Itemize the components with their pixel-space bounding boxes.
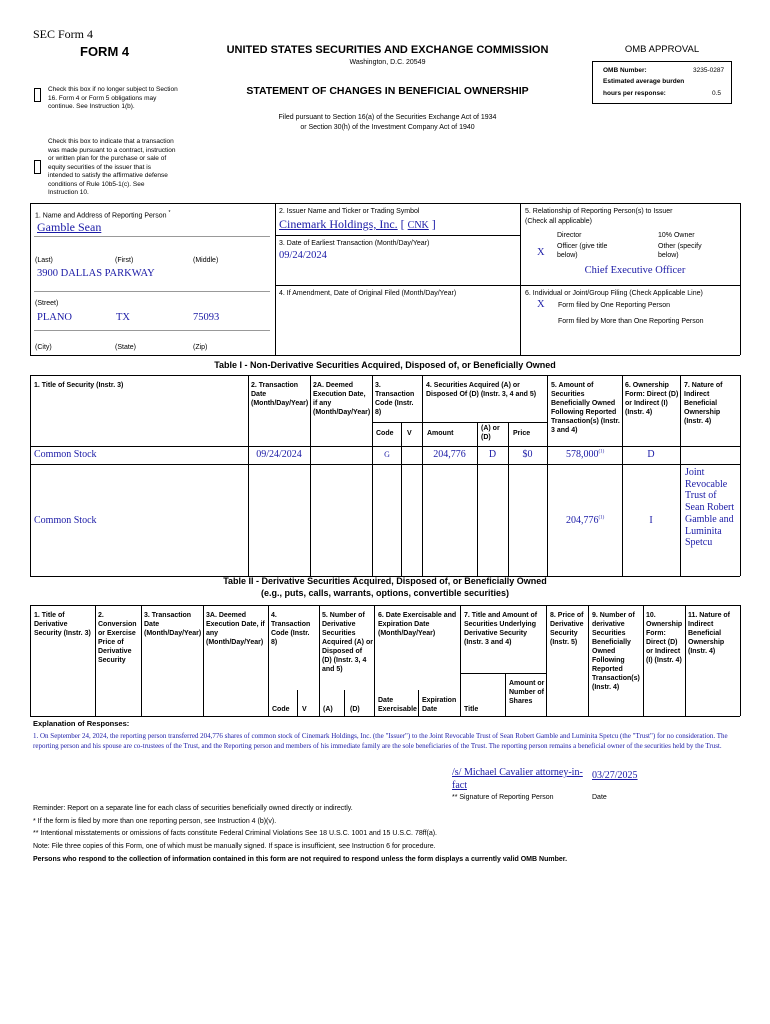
last-label: (Last): [35, 257, 53, 264]
reporting-person-state: TX: [116, 312, 130, 323]
ten-pct-option[interactable]: 10% Owner: [658, 232, 695, 239]
commission-location: Washington, D.C. 20549: [349, 59, 426, 66]
t1-h4: 4. Securities Acquired (A) or Disposed Of (D) (Instr. 3, 4 and 5): [426, 382, 537, 398]
t2-h3a: 3A. Deemed Execution Date, if any (Month/Day/Year): [206, 612, 265, 646]
t2-title: Title: [464, 706, 479, 713]
issuer-name[interactable]: Cinemark Holdings, Inc.: [279, 217, 398, 231]
t1-r1-date: 09/24/2024: [256, 449, 302, 460]
t2-a: (A): [323, 706, 333, 713]
table-row: Common Stock: [34, 449, 97, 460]
footer-note2: ** Intentional misstatements or omissions of facts constitute Federal Criminal Violations See 18 U.S.C. 1001 and 15 U.S.C. 78ff(a).: [33, 830, 437, 837]
table2-border: [30, 605, 740, 606]
earliest-date: 09/24/2024: [279, 250, 327, 261]
relationship-label: 5. Relationship of Reporting Person(s) to Issuer: [525, 208, 673, 215]
middle-label: (Middle): [193, 257, 219, 264]
footer-persons: Persons who respond to the collection of information contained in this form are not required to respond unless the form displays a currently valid OMB Number.: [33, 856, 568, 863]
date-label: Date: [592, 794, 607, 801]
footer-reminder: Reminder: Report on a separate line for each class of securities beneficially owned directly or indirectly.: [33, 805, 353, 812]
t2-h7: 7. Title and Amount of Securities Underlying Derivative Security (Instr. 3 and 4): [464, 612, 538, 646]
t2-v: V: [302, 706, 307, 713]
street-label: (Street): [35, 300, 59, 307]
t2-d: (D): [350, 706, 360, 713]
filing-more-option[interactable]: Form filed by More than One Reporting Person: [558, 318, 704, 325]
issuer-name-row: Cinemark Holdings, Inc. [ CNK ]: [279, 217, 436, 231]
top-box-border: [30, 203, 740, 204]
t1-r2-owned: 204,776$^{(1)}$: [566, 515, 605, 526]
t2-h4: 4. Transaction Code (Instr. 8): [271, 612, 311, 646]
filing-label: 6. Individual or Joint/Group Filing (Check Applicable Line): [525, 290, 703, 297]
omb-hours-value: 0.5: [712, 90, 722, 97]
reporting-person-name[interactable]: Gamble Sean: [37, 220, 102, 234]
omb-number-label: OMB Number:: [603, 67, 647, 74]
t2-amount-shares: Amount or Number of Shares: [509, 680, 545, 705]
t1-r1-price: $0: [522, 449, 533, 460]
omb-number-value: 3235-0287: [693, 67, 725, 74]
t2-h10: 10. Ownership Form: Direct (D) or Indirect (I) (Instr. 4): [646, 612, 683, 664]
form-label: SEC Form 4: [33, 27, 94, 41]
t2-h8: 8. Price of Derivative Security (Instr. 5): [550, 612, 584, 646]
t2-h6: 6. Date Exercisable and Expiration Date (Month/Day/Year): [378, 612, 457, 637]
t1-h6: 6. Ownership Form: Direct (D) or Indirect (I) (Instr. 4): [625, 382, 679, 416]
form-title: FORM 4: [80, 44, 130, 59]
statement-title: STATEMENT OF CHANGES IN BENEFICIAL OWNERSHIP: [246, 85, 529, 97]
t1-h3: 3. Transaction Code (Instr. 8): [375, 382, 415, 416]
section16-text: Check this box if no longer subject to Section 16. Form 4 or Form 5 obligations may continue. See Instruction 1(b).: [48, 86, 178, 110]
t2-h1: 1. Title of Derivative Security (Instr. 3): [34, 612, 91, 637]
reporting-person-zip: 75093: [193, 312, 220, 323]
t1-h1: 1. Title of Security (Instr. 3): [34, 382, 124, 389]
t2-h5: 5. Number of Derivative Securities Acquired (A) or Disposed of (D) (Instr. 3, 4 and 5): [322, 612, 373, 673]
explanation-label: Explanation of Responses:: [33, 719, 130, 728]
other-option[interactable]: Other (specify below): [658, 243, 702, 259]
issuer-label: 2. Issuer Name and Ticker or Trading Symbol: [279, 208, 420, 215]
filed-pursuant-1: Filed pursuant to Section 16(a) of the Securities Exchange Act of 1934: [278, 114, 497, 121]
filing-one-checkmark: X: [537, 299, 545, 310]
amendment-label: 4. If Amendment, Date of Original Filed (Month/Day/Year): [279, 290, 457, 297]
t1-r1-form: D: [647, 449, 655, 460]
table1-border: [30, 375, 740, 376]
omb-title: OMB APPROVAL: [624, 44, 700, 55]
rule10b5-text: Check this box to indicate that a transaction was made pursuant to a contract, instruction or written plan for the purchase or sale of equity securities of the issuer that is intended to satisfy the affirmative defense conditions of Rule 10b5-1(c). See Instruction 10.: [48, 138, 176, 196]
issuer-ticker[interactable]: CNK: [407, 220, 429, 231]
director-option[interactable]: Director: [557, 232, 582, 239]
officer-checkmark: X: [537, 247, 545, 258]
zip-label: (Zip): [193, 344, 208, 351]
omb-hours-label: hours per response:: [603, 90, 666, 97]
t1-code: Code: [376, 430, 394, 437]
t2-code: Code: [272, 706, 290, 713]
t2-h2: 2. Conversion or Exercise Price of Derivative Security: [98, 612, 137, 664]
signature-date: 03/27/2025: [592, 770, 638, 781]
reporting-person-address: 3900 DALLAS PARKWAY: [37, 268, 155, 279]
t2-h9: 9. Number of derivative Securities Beneficially Owned Following Reported Transaction(s) (Instr. 4): [592, 612, 640, 691]
relationship-sub: (Check all applicable): [525, 218, 592, 225]
signature-name[interactable]: /s/ Michael Cavalier attorney-in-fact: [452, 767, 583, 791]
t2-h3: 3. Transaction Date (Month/Day/Year): [144, 612, 202, 637]
city-label: (City): [35, 344, 52, 351]
t1-r2-form: I: [649, 515, 653, 526]
officer-title: Chief Executive Officer: [584, 265, 686, 276]
reporting-person-city: PLANO: [37, 312, 73, 323]
t1-price: Price: [513, 430, 531, 437]
t1-r1-owned: 578,000$^{(1)}$: [566, 449, 605, 460]
t2-date-exercisable: Date Exercisable: [378, 697, 417, 713]
footer-note3: Note: File three copies of this Form, one of which must be manually signed. If space is insufficient, see Instruction 6 for procedure.: [33, 843, 436, 850]
t1-h7: 7. Nature of Indirect Beneficial Ownership (Instr. 4): [684, 382, 723, 425]
rule10b5-checkbox[interactable]: [34, 160, 41, 174]
t1-a-or-d: (A) or (D): [481, 425, 500, 441]
filing-one-option[interactable]: Form filed by One Reporting Person: [558, 302, 671, 309]
earliest-date-label: 3. Date of Earliest Transaction (Month/Day/Year): [279, 240, 430, 247]
t1-r1-amount: 204,776: [433, 449, 466, 460]
table2-title: Table II - Derivative Securities Acquired, Disposed of, or Beneficially Owned: [223, 576, 547, 586]
t1-r1-a-or-d: D: [488, 449, 497, 460]
footer-note1: * If the form is filed by more than one reporting person, see Instruction 4 (b)(v).: [33, 818, 277, 825]
t1-h5: 5. Amount of Securities Beneficially Owned Following Reported Transaction(s) (Instr. 3 and 4): [551, 382, 620, 434]
t1-r2-nature: Joint Revocable Trust of Sean Robert Gamble and Luminita Spetcu: [685, 467, 735, 549]
table2-subtitle: (e.g., puts, calls, warrants, options, convertible securities): [260, 588, 510, 598]
t2-expiration-date: Expiration Date: [422, 697, 457, 713]
t2-h11: 11. Nature of Indirect Beneficial Ownership (Instr. 4): [688, 612, 731, 655]
section16-checkbox[interactable]: [34, 88, 41, 102]
table1-title: Table I - Non-Derivative Securities Acquired, Disposed of, or Beneficially Owned: [214, 360, 556, 370]
table-row: Common Stock: [34, 515, 97, 526]
explanation-text: 1. On September 24, 2024, the reporting person transferred 204,776 shares of common stock of Cinemark Holdings, Inc. (the "Issuer") to the Joint Revocable Trust of Sean Robert Gamble and Luminita Spetcu (the "Trust") for no consideration. The reporting person and his spouse are co-trustees of the Trust, and the Reporting person and members of his immediate family are the sole beneficiaries of the Trust. The reporting person remains a beneficial owner of the securities held by the Trust.: [33, 732, 728, 750]
commission-title: UNITED STATES SECURITIES AND EXCHANGE COMMISSION: [226, 44, 549, 56]
officer-option[interactable]: Officer (give title below): [557, 243, 608, 259]
t1-amount: Amount: [427, 430, 454, 437]
t1-h2a: 2A. Deemed Execution Date, if any (Month/Day/Year): [313, 382, 371, 416]
state-label: (State): [115, 344, 137, 351]
t1-r1-code: G: [384, 450, 390, 459]
filed-pursuant-2: or Section 30(h) of the Investment Company Act of 1940: [300, 124, 475, 131]
omb-burden-label: Estimated average burden: [603, 78, 685, 85]
reporting-person-label: 1. Name and Address of Reporting Person *: [35, 210, 171, 220]
first-label: (First): [115, 257, 134, 264]
signature-label: ** Signature of Reporting Person: [452, 794, 554, 801]
t1-v: V: [407, 430, 412, 437]
t1-h2: 2. Transaction Date (Month/Day/Year): [251, 382, 309, 407]
